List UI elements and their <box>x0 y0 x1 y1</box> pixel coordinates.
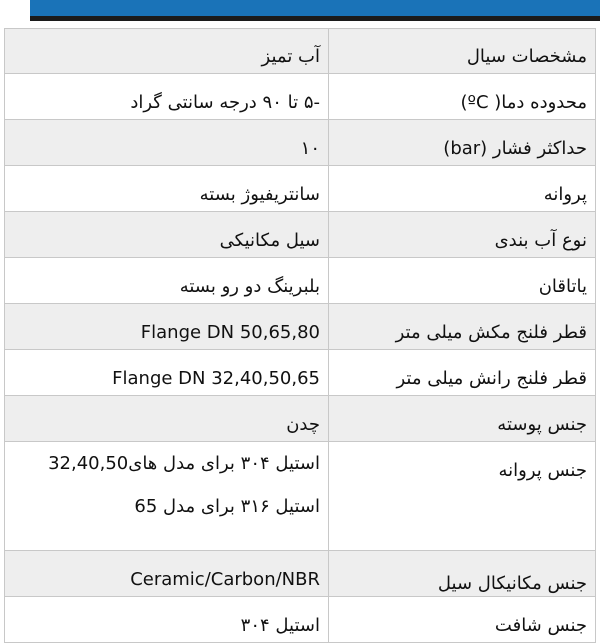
row-value: استیل ۳۰۴ <box>5 597 329 643</box>
table-row <box>5 350 596 396</box>
table-row <box>5 29 596 74</box>
row-value: ۱۰ <box>5 120 329 166</box>
row-label: قطر فلنج رانش میلی متر <box>329 350 596 396</box>
row-value: سانتریفیوژ بسته <box>5 166 329 212</box>
header-bar <box>0 0 600 26</box>
row-value <box>5 551 329 597</box>
row-label: پروانه <box>329 166 596 212</box>
row-value: -۵ تا ۹۰ درجه سانتی گراد <box>5 74 329 120</box>
row-value-text: Flange DN 32,40,50,65 <box>112 368 320 389</box>
row-label: جنس پوسته <box>329 396 596 442</box>
row-label: جنس پروانه <box>329 442 596 551</box>
row-label: مشخصات سیال <box>329 29 596 74</box>
row-label: نوع آب بندی <box>329 212 596 258</box>
table-row <box>5 442 596 551</box>
row-value: چدن <box>5 396 329 442</box>
table-row <box>5 551 596 597</box>
row-value-line: استیل ۳۰۴ برای مدل های32,40,50 <box>48 453 320 474</box>
row-value: بلبرینگ دو رو بسته <box>5 258 329 304</box>
row-value: سیل مکانیکی <box>5 212 329 258</box>
table-row <box>5 120 596 166</box>
header-blue-band <box>30 0 600 16</box>
row-label: یاتاقان <box>329 258 596 304</box>
row-value: آب تمیز <box>5 29 329 74</box>
row-value-text: Flange DN 50,65,80 <box>140 322 320 343</box>
row-value <box>5 304 329 350</box>
table-row <box>5 258 596 304</box>
table-row <box>5 212 596 258</box>
table-row <box>5 304 596 350</box>
row-value <box>5 350 329 396</box>
row-label: جنس مکانیکال سیل <box>329 551 596 597</box>
row-value-line: استیل ۳۱۶ برای مدل 65 <box>134 496 320 517</box>
table-row <box>5 166 596 212</box>
row-label: جنس شافت <box>329 597 596 643</box>
row-label: قطر فلنج مکش میلی متر <box>329 304 596 350</box>
table-row <box>5 597 596 643</box>
table-row <box>5 396 596 442</box>
table-row <box>5 74 596 120</box>
row-label: محدوده دما( ºC) <box>329 74 596 120</box>
header-dark-line <box>30 16 600 21</box>
spec-table <box>4 28 596 643</box>
row-value <box>5 442 329 551</box>
row-value-text: Ceramic/Carbon/NBR <box>130 569 320 590</box>
row-label: حداکثر فشار (bar) <box>329 120 596 166</box>
